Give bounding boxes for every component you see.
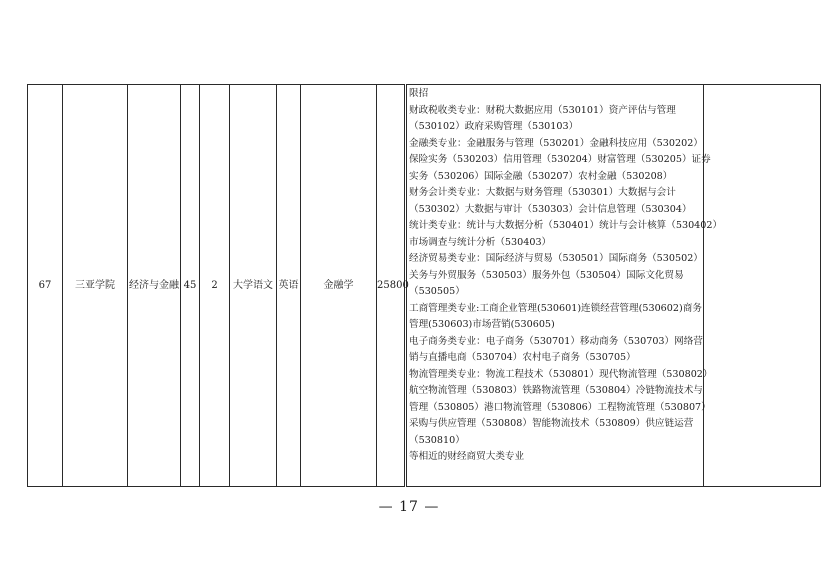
requirement-line: 等相近的财经商贸大类专业 [409, 451, 525, 462]
plan-count: 45 [183, 279, 197, 291]
remarks-cell [704, 85, 821, 487]
tuition-fee: 25800 [377, 279, 409, 291]
requirement-line: （530505） [409, 286, 465, 297]
exam1-cell [230, 85, 277, 487]
requirement-line: 保险实务（530203）信用管理（530204）财富管理（530205）证券 [409, 154, 711, 165]
degree-major: 金融学 [323, 279, 354, 291]
exam2-cell [277, 85, 301, 487]
requirement-line: 统计类专业：统计与大数据分析（530401）统计与会计核算（530402） [409, 220, 723, 231]
study-years: 2 [211, 279, 218, 291]
major-name: 经济与金融 [129, 279, 179, 291]
requirement-line: 市场调查与统计分析（530403） [409, 236, 552, 248]
admissions-table [27, 84, 821, 487]
exam-subject-2: 英语 [278, 279, 299, 291]
requirement-line: 采购与供应管理（530808）智能物流技术（530809）供应链运营 [409, 418, 694, 429]
requirement-line: 管理(530603)市场营销(530605) [409, 319, 555, 330]
requirement-line: （530302）大数据与审计（530303）会计信息管理（530304） [409, 203, 692, 215]
requirement-line: 财务会计类专业：大数据与财务管理（530301）大数据与会计 [409, 187, 676, 198]
requirement-line: 金融类专业：金融服务与管理（530201）金融科技应用（530202） [409, 137, 703, 149]
plan-cell [181, 85, 200, 487]
requirement-line: 销与直播电商（530704）农村电子商务（530705） [409, 352, 636, 363]
row-index: 67 [38, 279, 52, 291]
major-cell [128, 85, 181, 487]
requirement-line: 财政税收类专业：财税大数据应用（530101）资产评估与管理 [409, 104, 676, 116]
requirement-line: 管理（530805）港口物流管理（530806）工程物流管理（530807） [409, 401, 711, 413]
school-name: 三亚学院 [75, 279, 115, 291]
requirement-line: 经济贸易类专业：国际经济与贸易（530501）国际商务（530502） [409, 253, 703, 264]
requirement-line: 航空物流管理（530803）铁路物流管理（530804）冷链物流技术与 [409, 385, 703, 396]
fee-cell [377, 85, 409, 487]
requirement-line: （530102）政府采购管理（530103） [409, 121, 579, 132]
requirement-line: （530810） [409, 434, 465, 446]
exam-subject-1: 大学语文 [233, 279, 273, 291]
page-number: — 17 — [378, 499, 440, 515]
requirements-cell [406, 85, 723, 487]
requirement-line: 电子商务类专业：电子商务（530701）移动商务（530703）网络营 [409, 335, 703, 347]
requirement-line: 工商管理类专业:工商企业管理(530601)连锁经营管理(530602)商务 [409, 302, 702, 314]
requirement-line: 实务（530206）国际金融（530207）农村金融（530208） [409, 170, 673, 182]
requirement-line: 关务与外贸服务（530503）服务外包（530504）国际文化贸易 [409, 269, 684, 281]
requirement-line: 物流管理类专业：物流工程技术（530801）现代物流管理（530802） [409, 368, 713, 380]
degree-cell [301, 85, 377, 487]
row-index-cell [28, 85, 63, 487]
school-cell [63, 85, 128, 487]
requirement-line: 限招 [409, 88, 429, 99]
years-cell [200, 85, 230, 487]
table-row [28, 85, 821, 487]
